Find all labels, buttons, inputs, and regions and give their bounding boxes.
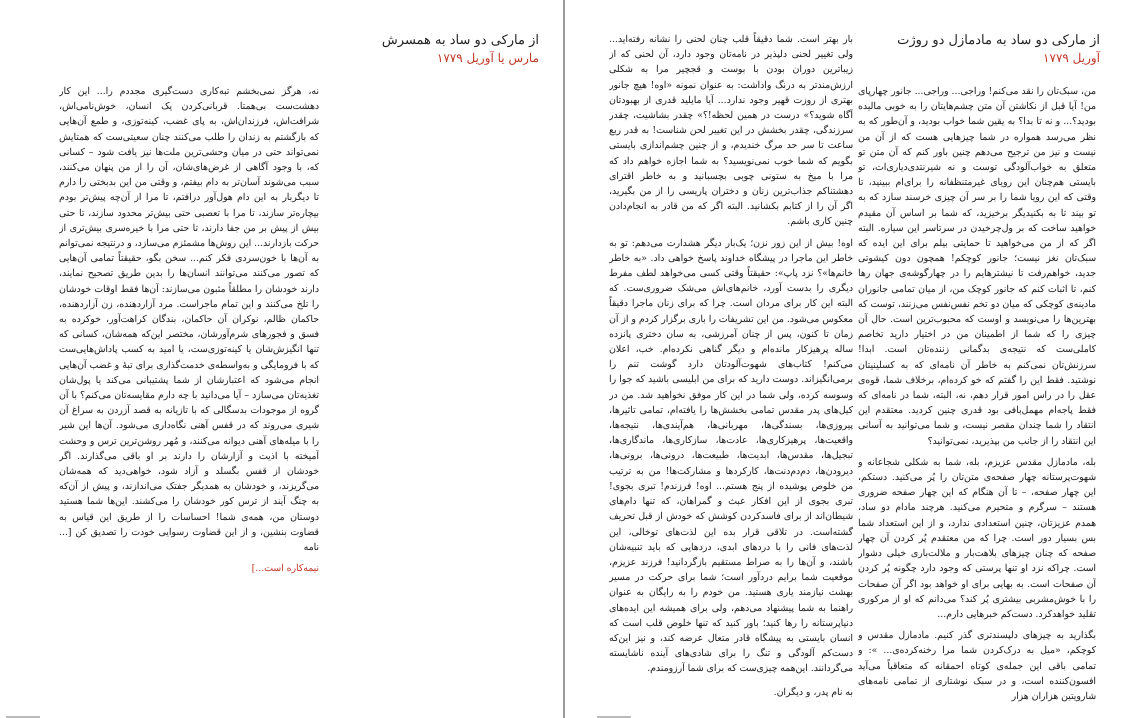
paragraph: بگذارید به چیزهای دلپسندتری گذر کنیم. مادمازل مقدس و کوچکم، «میل به درک‌کردن شما مرا رخنه‌کرده‌ی... »: و تمامی باقی این جمله‌ی کوتاه احمقانه که متعاقباً می‌آید افسون‌کننده است، و در سبک نوشتاری از تمامی نامه‌های شارویتین هزاران هزار (858, 630, 1096, 702)
left-header-date: مارس یا آوریل ۱۷۷۹ (436, 51, 539, 65)
left-header-title: از مارکی دو ساد به همسرش (381, 33, 539, 48)
paragraph: بار بهتر است. شما دقیقاً قلب چنان لحنی را نشانه رفته‌اید... ولی تغییر لحنی دلپذیر در نامه‌تان وجود دارد، آن لحنی که از زیباترین دوران بودن با بوست و قجچیر مرا به شکلی ارزش‌مندتر به درنگ واداشت: به عنوان نمونه «اوه! هیچ جانور بهتری از روزت قهیر وجود ندارد... آیا مایلید قدری از بهبودتان آگاه شوید؟» درست در همین لحظه!؟» چقدر بشاشیت، چقدر سرزندگی، چقدر بخشش در این تغییر لحن شناست! به قدر ربع ساعت تا سر حد مرگ خندیدم، و از چنین چشم‌اندازی بایستی بگویم که شما خوب نمی‌نویسید؟ به شما اجازه خواهم داد که مرا با میخ به ستونی چوبی بچسبانید و به خاطر اقترای دهشتناکم جذاب‌ترین زنان و دختران پاریسی را از من بگیرید، اگر آن را از کتابم بکشانید. البته اگر که من قادر به انجام‌دادن چنین کاری باشم. (609, 34, 853, 228)
right-page (565, 0, 1128, 718)
right-header-date: آوریل ۱۷۷۹ (1043, 51, 1100, 65)
left-page-body (59, 84, 319, 604)
paragraph: نه، هرگز نمی‌بخشم تبه‌کاری دست‌گیری مجددم را... این کار دهشت‌ست بی‌همتا. قربانی‌کردن یک انسان، خوش‌نامی‌اش، شرافت‌اش، فرزندان‌اش، به پای غضب، کینه‌توزی، و طمع آن‌هایی که بازگشتم به زندان را طلب می‌کنند چنان سعیتی‌ست که همتایش نمی‌تواند حتی در میان وحشی‌ترین ملت‌ها نیز یافت شود – کسانی که، با وجود آگاهی از غرض‌های‌شان، آن را از من پنهان می‌کنند، سبب می‌شوند آسان‌تر به دام بیفتم، و وقتی من این بدبختی را دارم تا دیگربار به این دام هول‌آور درافتم، تا مرا از آن‌چه پیش‌تر بودم بیچاره‌تر سازند، تا مرا با تعصبی حتی بیش‌تر محدود سازند، تا حتی بیش از پیش بر من جفا دارند، تا حتی مرا با خیره‌سری بیش‌تری از حرکت بازدارند... این روش‌ها مشمئزم می‌سازد، و درنتیجه نمی‌توانم به آن‌ها با خون‌سردی فکر کنم... سخن بگو، حقیقتاً تمامی آن‌هایی که تصور می‌کنند می‌توانند انسان‌ها را بدین طریق تصحیح نمایند، دارند خودشان را مطلقاً مثبون می‌سازند: آن‌ها فقط اوقات خودشان را تلخ می‌کنند و این تمام ماجراست. مرد آزاردهنده، زن آزاردهنده، حاکمان ظالم، نوکران آن حاکمان، بندگان کراهت‌آور، خوکرده به فسق و فجورهای شرم‌آورشان، مختصر این‌که همه‌شان، کسانی که تنها انگیزش‌شان یا کینه‌توزی‌ست، یا امید به کسب پاداش‌هایی‌ست که با فرومایگی و به‌واسطه‌ی خدمت‌گذاری برای تبهٔ و غضب آن‌هایی انجام می‌شود که اعتبارشان از شما پشتیبانی می‌کند یا پول‌شان تغذیه‌تان می‌سازد – آیا می‌دانید با چه دارم مقایسه‌تان می‌کنم؟ با آن گروه از موجودات بدسگالی که با تازیانه به قصد آزردن به سراغ آن شیری می‌روند که در قفس آهنی نگاه‌داری می‌شود. آن‌ها این شیر را با میله‌های آهنی دیوانه می‌کنند، و مُهر روشن‌ترین ترس و وحشت آمیخته با اذیت و آزارشان را دارند بر او باقی می‌گذارند. اگر خودشان از قفس بگسلد و آزاد شود، خواهی‌دید که همه‌شان می‌گریزند، و خودشان به همدیگر جفتک می‌اندازند، و پیش از آن‌که به چنگ آیند از ترس کور خودشان را می‌کشند. این‌ها شما هستید دوستان من، همه‌ی شما! احساسات را از طریق این قیاس به قضاوت بنشین، و از این قضاوت رسوایی خودت را تصدیق کن [... نامه (59, 86, 319, 554)
left-page-header (382, 32, 539, 67)
paragraph: اوه! بیش از این زور نزن؛ یک‌بار دیگر هشدارت می‌دهم: تو به خاطر این ماجرا در پیشگاه خداوند پاسخ خواهی داد. «به خاطر خانم‌ها»؟ نزد پاپ»: حقیقتاً وقتی کسی می‌خواهد لطف مفرط دیگری را بدست آورد، خانم‌های‌اش می‌شک ضروری‌ست. که البته این کار برای مردان است. چرا که برای زنان ماجرا دقیقاً معکوس می‌شود. من این تشریفات را باری برگزار کردم و از آن زمان تا کنون، پس از چنان آمرزشی، به سان دختری پانزده ساله پرهیزکار مانده‌ام و دیگر گناهی نکرده‌ام. خب، اعلان می‌کنم! کتاب‌های شهوت‌آلودتان دارد گوشت تنم را برمی‌انگیزاند. دوست دارید که برای من ابلیسی باشید که جوا را وسوسه کرده، ولی شما در این کار موفق نخواهید شد. من در کیل‌های پدر مقدس تمامی بخشش‌ها را یافته‌ام، تمامی تاثیرها، پیروزی‌ها، بسندگی‌ها، مهربانی‌ها، هم‌آیندی‌ها، نتیجه‌ها، واقعیت‌ها، پرهیزکاری‌ها، عادت‌ها، سازکاری‌ها، ماندگاری‌ها، تبجیل‌ها، مقدس‌ها، ابدیت‌ها، طبیعت‌ها، درونی‌ها، برونی‌ها، دیرودن‌ها، دم‌دم‌دنت‌ها، کارکردها و مشارکت‌ها! من به ترتیب من خلوص پوشیده از پنج هستم... اوه! فرزندم! تبری بجوی! تبری بجوی از این افکار عبث و گمراهان، که تنها دام‌های شیطان‌اند از برای فاسدکردن کوشش که خودش از قبل تحریف گشته‌است. در تلاقی قرار بده این لذت‌های توخالی، این لذت‌های فانی را با دردهای ابدی، دردهایی که باید تنبیه‌شان باشند، و آن‌ها را به صراط مستقیم بازگردانید! فرزند عزیزم، موقعیت شما برایم دردآور است؛ شما برای حرکت در مسیر بهشت نیازمند یاری هستید. من خودم را به رایگان به عنوان راهنما به شما پیشنهاد می‌دهم، ولی برای همیشه این ایده‌های دنیاپرستانه را رها کنید؛ باور کنید که تنها خلوص قلب است که انسان بایستی به پیشگاه قادر متعال عرضه کند، و نیز این‌که دست‌کم آلودگی و تنگ را برای شادی‌های آینده ناشایسته می‌گردانند. این‌همه چیزی‌ست که برای شما آرزومندم. (609, 237, 853, 675)
paragraph: بله، مادمازل مقدس عزیزم، بله، شما به شکلی شجاعانه و شهوت‌پرستانه چهار صفحه‌ی متن‌تان را پُر می‌کنید. دستکم، این چهار صفحه، – تا آن هنگام که این چهار صفحه ضروری هستند – سرگرم و متحیرم می‌کنید. هرچند مادام دو ساد، همدم عزیزتان، چنین استعدادی ندارد، و از این استعداد شما بس بسیار دور است. چرا که من معتقدم پُر کردن آن چهار صفحه که چنان چیزهای بلاهت‌بار و ملالت‌باری خیلی دشوار است. چراکه نزد او تنها پرستی که وجود دارد چگونه پُر کردن آن صفحات است. به بهایی برای او خواهد بود اگر آن صفحات را با خوش‌مشربی بیشتری پُر کند؟ می‌دانم که او از مرکوری تقلید خواهدکرد. دست‌کم خبرهایی دارم... (858, 456, 1096, 620)
right-page-header (897, 32, 1100, 67)
paragraph: من، سبک‌تان را نقد می‌کنم! وراجی... وراجی... جانور چهارپای من! آیا قبل از نکاشتن آن متن چشم‌هایتان را به خوبی مالیده بودید؟... و نه تا بدا؟ به یقین شما خواب بودید، و آن‌طور که به نظر می‌رسد همواره در شما چیزهایی هست که از آن من نیست و نیز من ترجیح می‌دهم چنین باور کنم که آن متن تو متعلق به خواب‌آلودگی توست و نه شیرنتدی‌دیاری‌ات، تو بایستی هم‌چنان این رویای غیرمتنظفانه را برای‌ام ببینید، تا وقتی که این رویا شما را بر سر آن چیزی خرسند سازد که به تو بیند تا به بکنیدیگر برخیزید، که شما بر اساس آن مقیدم خواهید ساخت که بر ول‌چرخیدن در سرتاسر این سیاره. البته اگر که از من می‌خواهید تا حمایتی بیلم برای این ایده که سبک‌تان نغز نیست؛ جانور کوچکم! همچون دون کیشوتی جدید، خواهم‌رفت تا نیشترهایم را در چهارگوشه‌ی جهان رها کنم، تا اثبات کنم که جانور کوچک من، از میان تمامی جانوران مادینه‌ی کوچکی که میان دو تخم نفس‌نفس می‌زنند، توست که بهترین‌ها را می‌نویسد و اوست که محبوب‌ترین است. حال آن چیزی را که شما از اطمینان من در اختیار دارید تخاصم کاملی‌ست که نتیجه‌ی بدگمانی زننده‌تان است. ابدا! سرزنش‌تان نمی‌کنم به خاطر آن نامه‌ای که به کسلینیتان نوشتید. فقط این را گفتم که خو کرده‌ام، برخلاف شما، قوه‌ی عقل را در راس امور قرار دهم، نه، البته، شما در نامه‌ای که فقط ‌پاجه‌ام مهمل‌بافی بود قدری چنین کردید. معتقدم این انتقاد را شما چندان مقصر نیست، و شما می‌توانید به آسانی این انتقاد را از جانب من بپذیرید، نمی‌توانید؟ (858, 86, 1096, 447)
right-page-left-column (609, 32, 853, 700)
ellipsis-note: نیمه‌کاره است...] (251, 563, 319, 575)
right-header-title: از مارکی دو ساد به مادمازل دو روژت (897, 33, 1100, 48)
right-page-right-column (858, 84, 1096, 714)
left-page (0, 0, 563, 718)
closing-line: به نام پدر، و دیگران. (773, 686, 853, 698)
